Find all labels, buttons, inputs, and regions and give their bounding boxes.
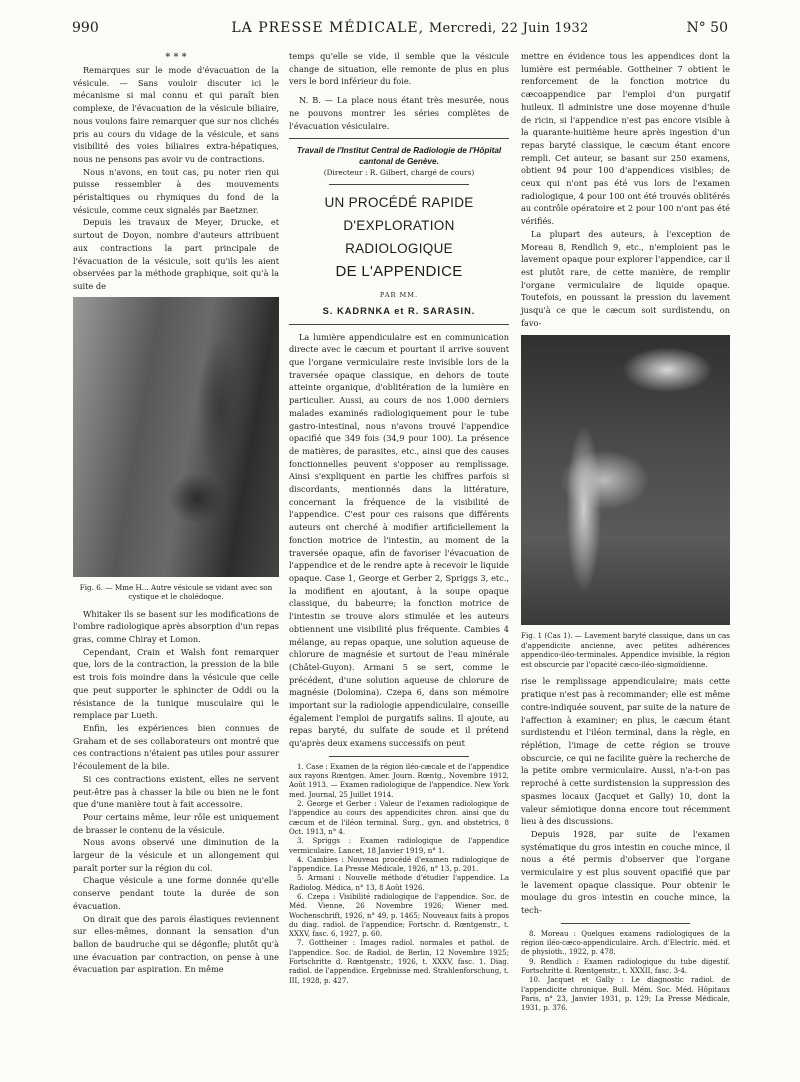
paragraph: Enfin, les expériences bien connues de Graham et de ses collaborateurs ont montré que ces contractions n'étaient pas utiles pour assurer l'écoulement de la bile. <box>73 722 279 772</box>
column-3 <box>521 50 730 1014</box>
paragraph: La plupart des auteurs, à l'exception de Moreau 8, Rendlich 9, etc., n'emploient pas le lavement opaque pour explorer l'appendice, car il est plutôt rare, de cette manière, de remplir l'organe vermiculaire de liquide opaque. Toutefois, en poussant la pression du lavement jusqu'à ce que le cæcum soit surdistendu, on favo- <box>521 228 730 328</box>
reference: 8. Moreau : Quelques examens radiologiques de la région iléo-cæco-appendiculaire. Arch. d'Electric. méd. et de physioth., 1922, p. 478. <box>521 929 730 957</box>
page-number: 990 <box>72 20 99 36</box>
article-title-line-1: UN PROCÉDÉ RAPIDE <box>324 195 474 211</box>
divider <box>561 923 690 924</box>
institute-line: Travail de l'Institut Central de Radiologie de l'Hôpital cantonal de Genève. <box>296 146 502 167</box>
figure-1-xray-image <box>521 335 730 625</box>
paragraph: mettre en évidence tous les appendices dont la lumière est perméable. Gottheiner 7 obtient le renforcement de la fonction motrice du cæcoappendice par l'emploi d'un purgatif huileux. Il administre une dose moyenne d'huile de ricin, si l'appendice n'est pas encore visible à la quarante-huitième heure après ingestion d'un repas baryté classique, le cæcum étant encore rempli. Cet auteur, se basant sur 250 examens, obtient 94 pour 100 d'appendices visibles; de ceux qui n'ont pas été vus lors de l'examen radiologique, 4 pour 100 ont été trouvés oblitérés au contrôle opératoire et 2 pour 100 n'ont pas été vérifiés. <box>521 51 730 227</box>
running-head <box>230 20 590 36</box>
paragraph: rise le remplissage appendiculaire; mais cette pratique n'est pas à recommander; elle est même contre-indiquée souvent, par suite de la nature de l'affection à examiner; en plus, le cæcum étant surdistendu et l'iléon terminal, dans la règle, en réplétion, l'image de cette région se trouve obscurcie, ce qui ne facilite guère la recherche de la petite ombre vermiculaire. Aussi, n'a-t-on pas reproché à cette surdistension la suppression des spasmes locaux (Jacquet et Gally) 10, dont la valeur sémiotique donna encore tout récemment lieu à des discussions. <box>521 676 730 827</box>
paragraph: On dirait que des parois élastiques reviennent sur elles-mêmes, donnant la sensation d'un ballon de baudruche qui se dégonfle; plutôt qu'à une évacuation par contraction, on pense à une évacuation par aspiration. En même <box>73 913 279 975</box>
article-body: La lumière appendiculaire est en communication directe avec le cæcum et pourtant il arrive souvent que l'organe vermiculaire reste invisible lors de la traversée opaque classique, en dehors de toute atteinte organique, d'oblitération de la lumière en particulier. Aussi, au cours de nos 1.000 derniers malades examinés radiologiquement pour le tube gastro-intestinal, nous n'avons trouvé l'appendice opacifié que 349 fois (34,9 pour 100). La présence de matières, de parasites, etc., ainsi que des causes fonctionnelles peuvent s'opposer au remplissage. Ainsi s'expliquent en partie les chiffres parfois si discordants, mentionnés dans la littérature, concernant la fréquence de la visibilité de l'appendice. C'est pour ces raisons que différents auteurs ont cherché à modifier artificiellement la fonction motrice de l'intestin, au moment de la traversée opaque, afin de favoriser l'évacuation de l'appendice et de le rendre apte à recevoir le liquide opaque. Case 1, George et Gerber 2, Spriggs 3, etc., la modifient en ajoutant, à la soupe opaque classique, du babeurre; la fonction motrice de l'intestin se trouve alors stimulée et les auteurs obtiennent une visibilité plus fréquente. Cambies 4 mélange, au repas opaque, une solution aqueuse de chlorure de magnésie et surtout de l'eau minérale (Châtel-Guyon). Armani 5 se sert, comme le précédent, d'une solution aqueuse de chlorure de magnésie (Dolomina). Czepa 6, dans son mémoire important sur la radiologie appendiculaire, conseille également l'emploi de purgatifs salins. Il ajoute, au repas baryté, du sulfate de soude et il prétend qu'après deux examens successifs on peut <box>289 331 509 749</box>
page-header <box>0 20 800 40</box>
divider <box>329 184 469 185</box>
journal-name: LA PRESSE MÉDICALE, <box>231 20 425 36</box>
paragraph: Cependant, Crain et Walsh font remarquer que, lors de la contraction, la pression de la bile est trois fois moindre dans la vésicule que celle que peut supporter le sphincter de Oddi ou la résistance de la tunique musculaire qui le remplace par Lueth. <box>73 646 279 721</box>
reference: 1. Case : Examen de la région iléo-cæcale et de l'appendice aux rayons Rœntgen. Amer. Journ. Rœntg., Novembre 1912, Août 1913. — Examen radiologique de l'appendice. New York med. Journal, 25 Juillet 1914. <box>289 762 509 799</box>
reference: 10. Jacquet et Gally : Le diagnostic radiol. de l'appendicite chronique. Bull. Mém. Soc. Méd. Hôpitaux Paris, n° 23, Janvier 1931, p. 129; La Presse Médicale, 1931, p. 376. <box>521 976 730 1013</box>
paragraph: Nous n'avons, en tout cas, pu noter rien qui puisse ressembler à des mouvements péristaltiques ou rhymiques du fond de la vésicule, comme ceux signalés par Baetzner. <box>73 166 279 215</box>
reference: 6. Czepa : Visibilité radiologique de l'appendice. Soc. de Méd. Vienne, 26 Novembre 1926; Wiener med. Wochenschrift, 1926, n° 49, p. 1465; Nouveaux faits à propos du diag. radiol. de l'appendice; Fortschr. d. Rœntgenstr., t. XXXV, fasc. 6, 1927, p. 60. <box>289 892 509 939</box>
column-2 <box>289 50 509 986</box>
figure-1-caption: Fig. 1 (Cas 1). — Lavement baryté classique, dans un cas d'appendicite ancienne, avec petites adhérences appendico-iléo-terminales. Appendice invisible, la région est obscurcie par l'opacité cæco-iléo-sigmoïdienne. <box>521 631 730 669</box>
paragraph: Depuis les travaux de Meyer, Drucke, et surtout de Doyon, nombre d'auteurs attribuent aux contractions la part principale de l'évacuation de la vésicule, soit qu'ils les aient observées par la méthode graphique, soit qu'à la suite de <box>73 217 279 291</box>
reference: 5. Armani : Nouvelle méthode d'étudier l'appendice. La Radiolog. Médica, n° 13, 8 Août 1926. <box>289 874 509 892</box>
paragraph: Whitaker ils se basent sur les modifications de l'ombre radiologique après absorption d'un repas gras, comme Chiray et Lomon. <box>73 608 279 645</box>
article-title-line-3: DE L'APPENDICE <box>335 263 463 281</box>
editor-note: N. B. — La place nous étant très mesurée, nous ne pouvons montrer les séries complètes de l'évacuation vésiculaire. <box>289 95 509 131</box>
reference: 7. Gottheiner : Images radiol. normales et pathol. de l'appendice. Soc. de Radiol. de Berlin, 12 Novembre 1925; Fortschritte d. Rœntgenstr., 1926, t. XXXV, fasc. 1. Diag. radiol. de l'appendice. Ergebnisse med. Strahlenforschung, t. III, 1928, p. 427. <box>289 939 509 985</box>
director-line: (Directeur : R. Gilbert, chargé de cours) <box>323 168 475 178</box>
paragraph: Si ces contractions existent, elles ne servent peut-être pas à chasser la bile ou bien ne le font que d'une manière tout à fait accessoire. <box>73 773 279 810</box>
reference: 3. Spriggs : Examen radiologique de l'appendice vermiculaire. Lancet, 18 Janvier 1919, n° 1. <box>289 837 509 855</box>
issue-number: N° 50 <box>686 20 728 36</box>
paragraph: Chaque vésicule a une forme donnée qu'elle conserve pendant toute la durée de son évacuation. <box>73 875 279 911</box>
issue-date: Mercredi, 22 Juin 1932 <box>428 21 589 36</box>
paragraph: Depuis 1928, par suite de l'examen systématique du gros intestin en couche mince, il nous a été permis d'observer que l'organe vermiculaire y est plus souvent opacifié que par le lavement opaque classique. Pour obtenir le moulage du gros intestin en couche mince, la tech- <box>521 828 730 916</box>
divider <box>289 138 509 139</box>
divider <box>289 324 509 325</box>
figure-6-xray-image <box>73 297 279 577</box>
figure-6-caption: Fig. 6. — Mme H... Autre vésicule se vidant avec son cystique et le cholédoque. <box>79 582 273 602</box>
paragraph: Pour certains même, leur rôle est uniquement de brasser le contenu de la vésicule. <box>73 811 279 835</box>
paragraph: temps qu'elle se vide, il semble que la vésicule change de situation, elle remonte de plus en plus vers le bord inférieur du foie. <box>289 51 509 87</box>
article-authors: S. KADRNKA et R. SARASIN. <box>322 305 476 316</box>
article-title-line-2: D'EXPLORATION RADIOLOGIQUE <box>343 218 455 257</box>
column-1 <box>73 50 279 976</box>
reference: 4. Cambies : Nouveau procédé d'examen radiologique de l'appendice. La Presse Médicale, 1926, n° 13, p. 201. <box>289 855 509 874</box>
reference: 9. Rendlich : Examen radiologique du tube digestif. Fortschritte d. Rœntgenstr., t. XXXII, fasc. 3-4. <box>521 957 730 976</box>
byline-par: PAR MM. <box>379 291 419 300</box>
reference: 2. George et Gerber : Valeur de l'examen radiologique de l'appendice au cours des appendicites chron. ainsi que du cæcum et de l'iléon terminal. Surg., gyn. and obstetrics, 8 Oct. 1913, n° 4. <box>289 800 509 836</box>
paragraph: Remarques sur le mode d'évacuation de la vésicule. — Sans vouloir discuter ici le mécanisme si mal connu et qui paraît bien complexe, de l'évacuation de la vésicule biliaire, nous voulons faire remarquer que sur nos clichés pris au cours du vidage de la vésicule, et sans visibilité des voies biliaires extra-hépatiques, nous ne pensons pas avoir vu de contractions. <box>73 65 279 164</box>
divider <box>329 756 469 757</box>
paragraph: Nous avons observé une diminution de la largeur de la vésicule et un allongement qui paraît porter sur la région du col. <box>73 837 279 873</box>
asterism: * * * <box>165 52 187 63</box>
